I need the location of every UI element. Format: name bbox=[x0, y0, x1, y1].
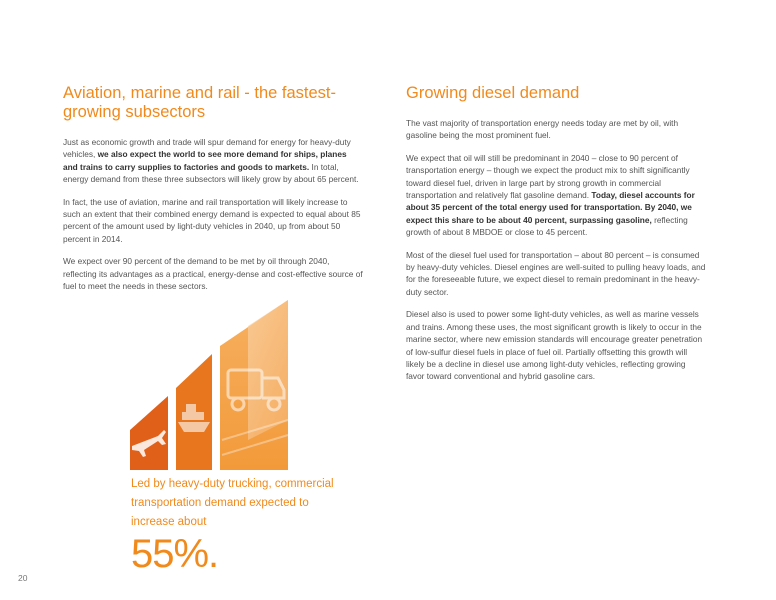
paragraph: We expect over 90 percent of the demand to be met by oil through 2040, reflecting its advantages as a practical, energy-dense and cost-effective source of fuel to meet the needs in these sectors. bbox=[63, 256, 363, 292]
section-heading-aviation: Aviation, marine and rail - the fastest-growing subsectors bbox=[63, 84, 336, 121]
paragraph bbox=[63, 136, 363, 186]
transport-growth-illustration bbox=[128, 300, 308, 470]
transport-growth-graphic bbox=[128, 300, 308, 470]
text-run: In total, energy demand from these three subsectors will likely grow by about 65 percent. bbox=[63, 161, 359, 185]
paragraph: The vast majority of transportation energy needs today are met by oil, with gasoline being the most prominent fuel. bbox=[406, 118, 679, 141]
text-run: We expect that oil will still be predominant in 2040 – close to 90 percent of transportation energy – though we expect the product mix to shift significantly toward diesel fuel, driven in large part by strong growth in commercial transportation and relatively flat gasoline demand. bbox=[406, 152, 690, 201]
section-heading-diesel: Growing diesel demand bbox=[406, 84, 580, 102]
text-run: Just as economic growth and trade will spur demand for energy for heavy-duty vehicles, bbox=[63, 137, 351, 160]
bold-text-run: Today, diesel accounts for about 35 percent of the total energy used for transportation. By 2040, we expect this share to be about 40 percent, surpassing gasoline, bbox=[406, 190, 695, 225]
paragraph bbox=[406, 152, 706, 239]
callout-text: Led by heavy-duty trucking, commercial transportation demand expected to increase about bbox=[131, 478, 334, 528]
callout-number: 55%. bbox=[131, 532, 219, 576]
paragraph: Most of the diesel fuel used for transportation – about 80 percent – is consumed by heavy-duty vehicles. Diesel engines are well-suited to pulling heavy loads, and for the foreseeable future, we expect diesel to remain predominant in the heavy-duty sector. bbox=[406, 249, 706, 297]
left-column bbox=[63, 84, 363, 302]
right-column bbox=[406, 84, 706, 393]
text-run: reflecting growth of about 8 MBDOE or close to 45 percent. bbox=[406, 214, 688, 238]
paragraph: In fact, the use of aviation, marine and rail transportation will likely increase to such an extent that their combined energy demand is expected to equal about 85 percent of the amount used by light-duty vehicles in 2040, up from about 50 percent in 2014. bbox=[63, 196, 361, 244]
bold-text-run: we also expect the world to see more demand for ships, planes and trains to carry supplies to factories and goods to markets. bbox=[63, 149, 347, 172]
callout bbox=[131, 475, 351, 576]
page-number: 20 bbox=[18, 573, 28, 583]
paragraph: Diesel also is used to power some light-duty vehicles, as well as marine vessels and trains. Among these uses, the most significant growth is likely to occur in the marine sector, where new emission standards will encourage greater penetration of low-sulfur diesel fuels in place of fuel oil. Partially offsetting this growth will likely be a decline in diesel use among light-duty vehicles, reflecting growing favor toward conventional and hybrid gasoline cars. bbox=[406, 309, 703, 382]
